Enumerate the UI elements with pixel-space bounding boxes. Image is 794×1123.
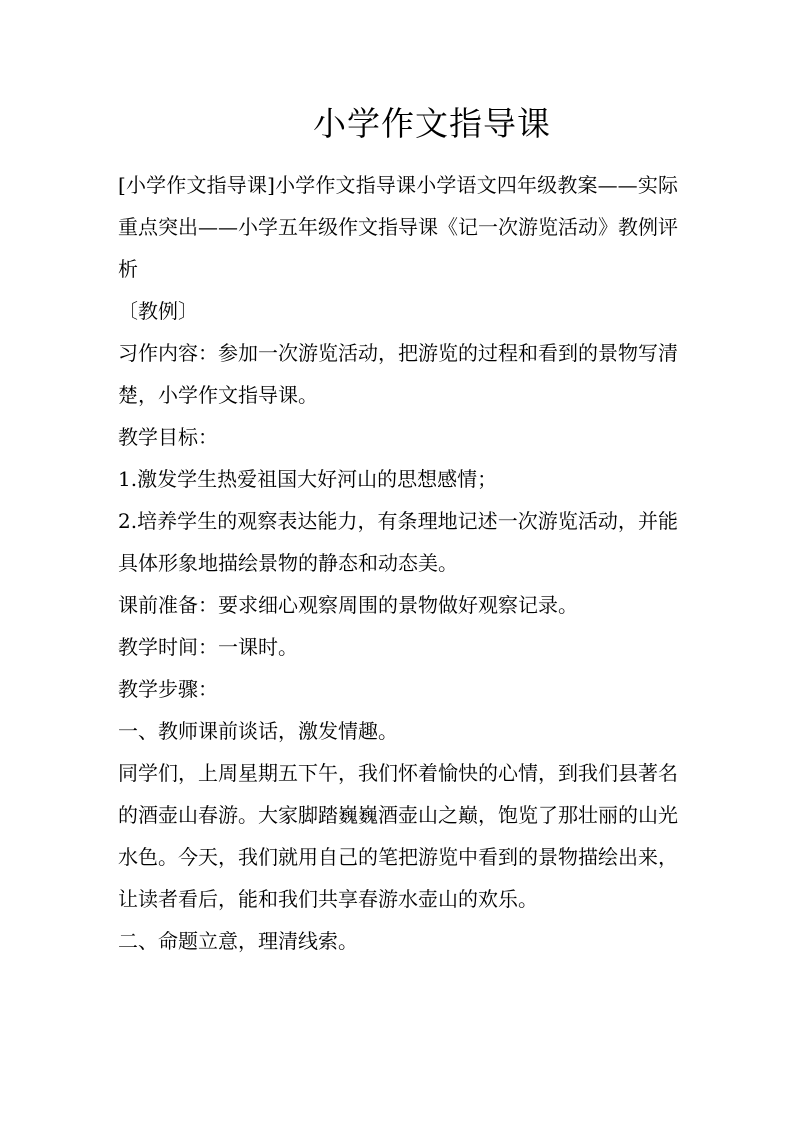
preparation-paragraph: 课前准备：要求细心观察周围的景物做好观察记录。 — [118, 593, 578, 617]
page-title: 小学作文指导课 — [313, 104, 551, 143]
step-2-heading: 二、命题立意，理清线索。 — [118, 929, 358, 953]
teaching-steps-heading: 教学步骤： — [118, 677, 218, 701]
intro-paragraph: [小学作文指导课]小学作文指导课小学语文四年级教案——实际重点突出——小学五年级作文指导课《记一次游览活动》教例评析 — [118, 173, 678, 281]
assignment-content-paragraph: 习作内容：参加一次游览活动，把游览的过程和看到的景物写清楚，小学作文指导课。 — [118, 341, 678, 407]
teaching-goals-heading: 教学目标： — [118, 425, 218, 449]
step-1-heading: 一、教师课前谈话，激发情趣。 — [118, 719, 398, 743]
document-body — [118, 164, 678, 962]
goal-item-1: 1.激发学生热爱祖国大好河山的思想感情； — [118, 467, 498, 491]
teacher-talk-paragraph: 同学们，上周星期五下午，我们怀着愉快的心情，到我们县著名的酒壶山春游。大家脚踏巍巍酒壶山之巅，饱览了那壮丽的山光水色。今天，我们就用自己的笔把游览中看到的景物描绘出来，让读者看后，能和我们共享春游水壶山的欢乐。 — [118, 761, 678, 911]
teaching-time-paragraph: 教学时间：一课时。 — [118, 635, 298, 659]
goal-item-2: 2.培养学生的观察表达能力，有条理地记述一次游览活动，并能具体形象地描绘景物的静态和动态美。 — [118, 509, 678, 575]
section-label-example: 〔教例〕 — [118, 299, 198, 323]
